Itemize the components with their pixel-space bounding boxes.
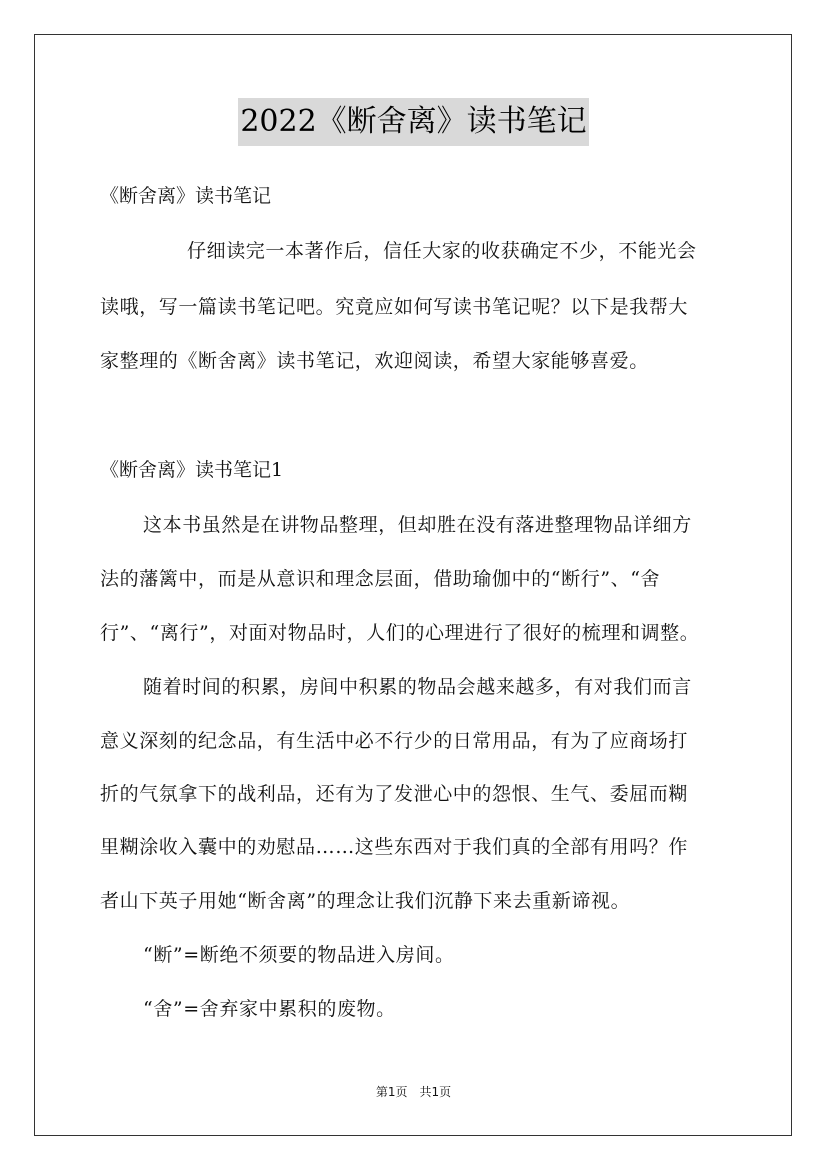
definition-duan: “断”=断绝不须要的物品进入房间。 bbox=[143, 944, 455, 966]
page-total: 共1页 bbox=[419, 1085, 452, 1099]
definition-she: “舍”=舍弃家中累积的废物。 bbox=[143, 998, 396, 1020]
page-number: 第1页 bbox=[375, 1085, 408, 1099]
intro-line-3: 家整理的《断舍离》读书笔记，欢迎阅读，希望大家能够喜爱。 bbox=[100, 350, 649, 372]
para1-line-2: 法的藩篱中，而是从意识和理念层面，借助瑜伽中的“断行”、“舍 bbox=[100, 568, 661, 590]
intro-line-2: 读哦，写一篇读书笔记吧。究竟应如何写读书笔记呢？以下是我帮大 bbox=[100, 296, 689, 318]
para1-line-1: 这本书虽然是在讲物品整理，但却胜在没有落进整理物品详细方 bbox=[143, 514, 692, 536]
para2-line-5: 者山下英子用她“断舍离”的理念让我们沉静下来去重新谛视。 bbox=[100, 890, 631, 912]
para2-line-3: 折的气氛拿下的战利品，还有为了发泄心中的怨恨、生气、委屈而糊 bbox=[100, 783, 689, 805]
title-container bbox=[0, 98, 827, 146]
para1-line-3: 行”、“离行”，对面对物品时，人们的心理进行了很好的梳理和调整。 bbox=[100, 622, 700, 644]
para2-line-1: 随着时间的积累，房间中积累的物品会越来越多，有对我们而言 bbox=[143, 676, 692, 698]
section-heading: 《断舍离》读书笔记1 bbox=[100, 459, 284, 481]
intro-line-1: 仔细读完一本著作后，信任大家的收获确定不少，不能光会 bbox=[187, 240, 697, 262]
page-footer bbox=[0, 1083, 827, 1100]
para2-line-2: 意义深刻的纪念品，有生活中必不行少的日常用品，有为了应商场打 bbox=[100, 730, 689, 752]
document-subtitle: 《断舍离》读书笔记 bbox=[100, 185, 272, 207]
para2-line-4: 里糊涂收入囊中的劝慰品……这些东西对于我们真的全部有用吗？作 bbox=[100, 836, 689, 858]
document-title: 2022《断舍离》读书笔记 bbox=[238, 98, 588, 146]
